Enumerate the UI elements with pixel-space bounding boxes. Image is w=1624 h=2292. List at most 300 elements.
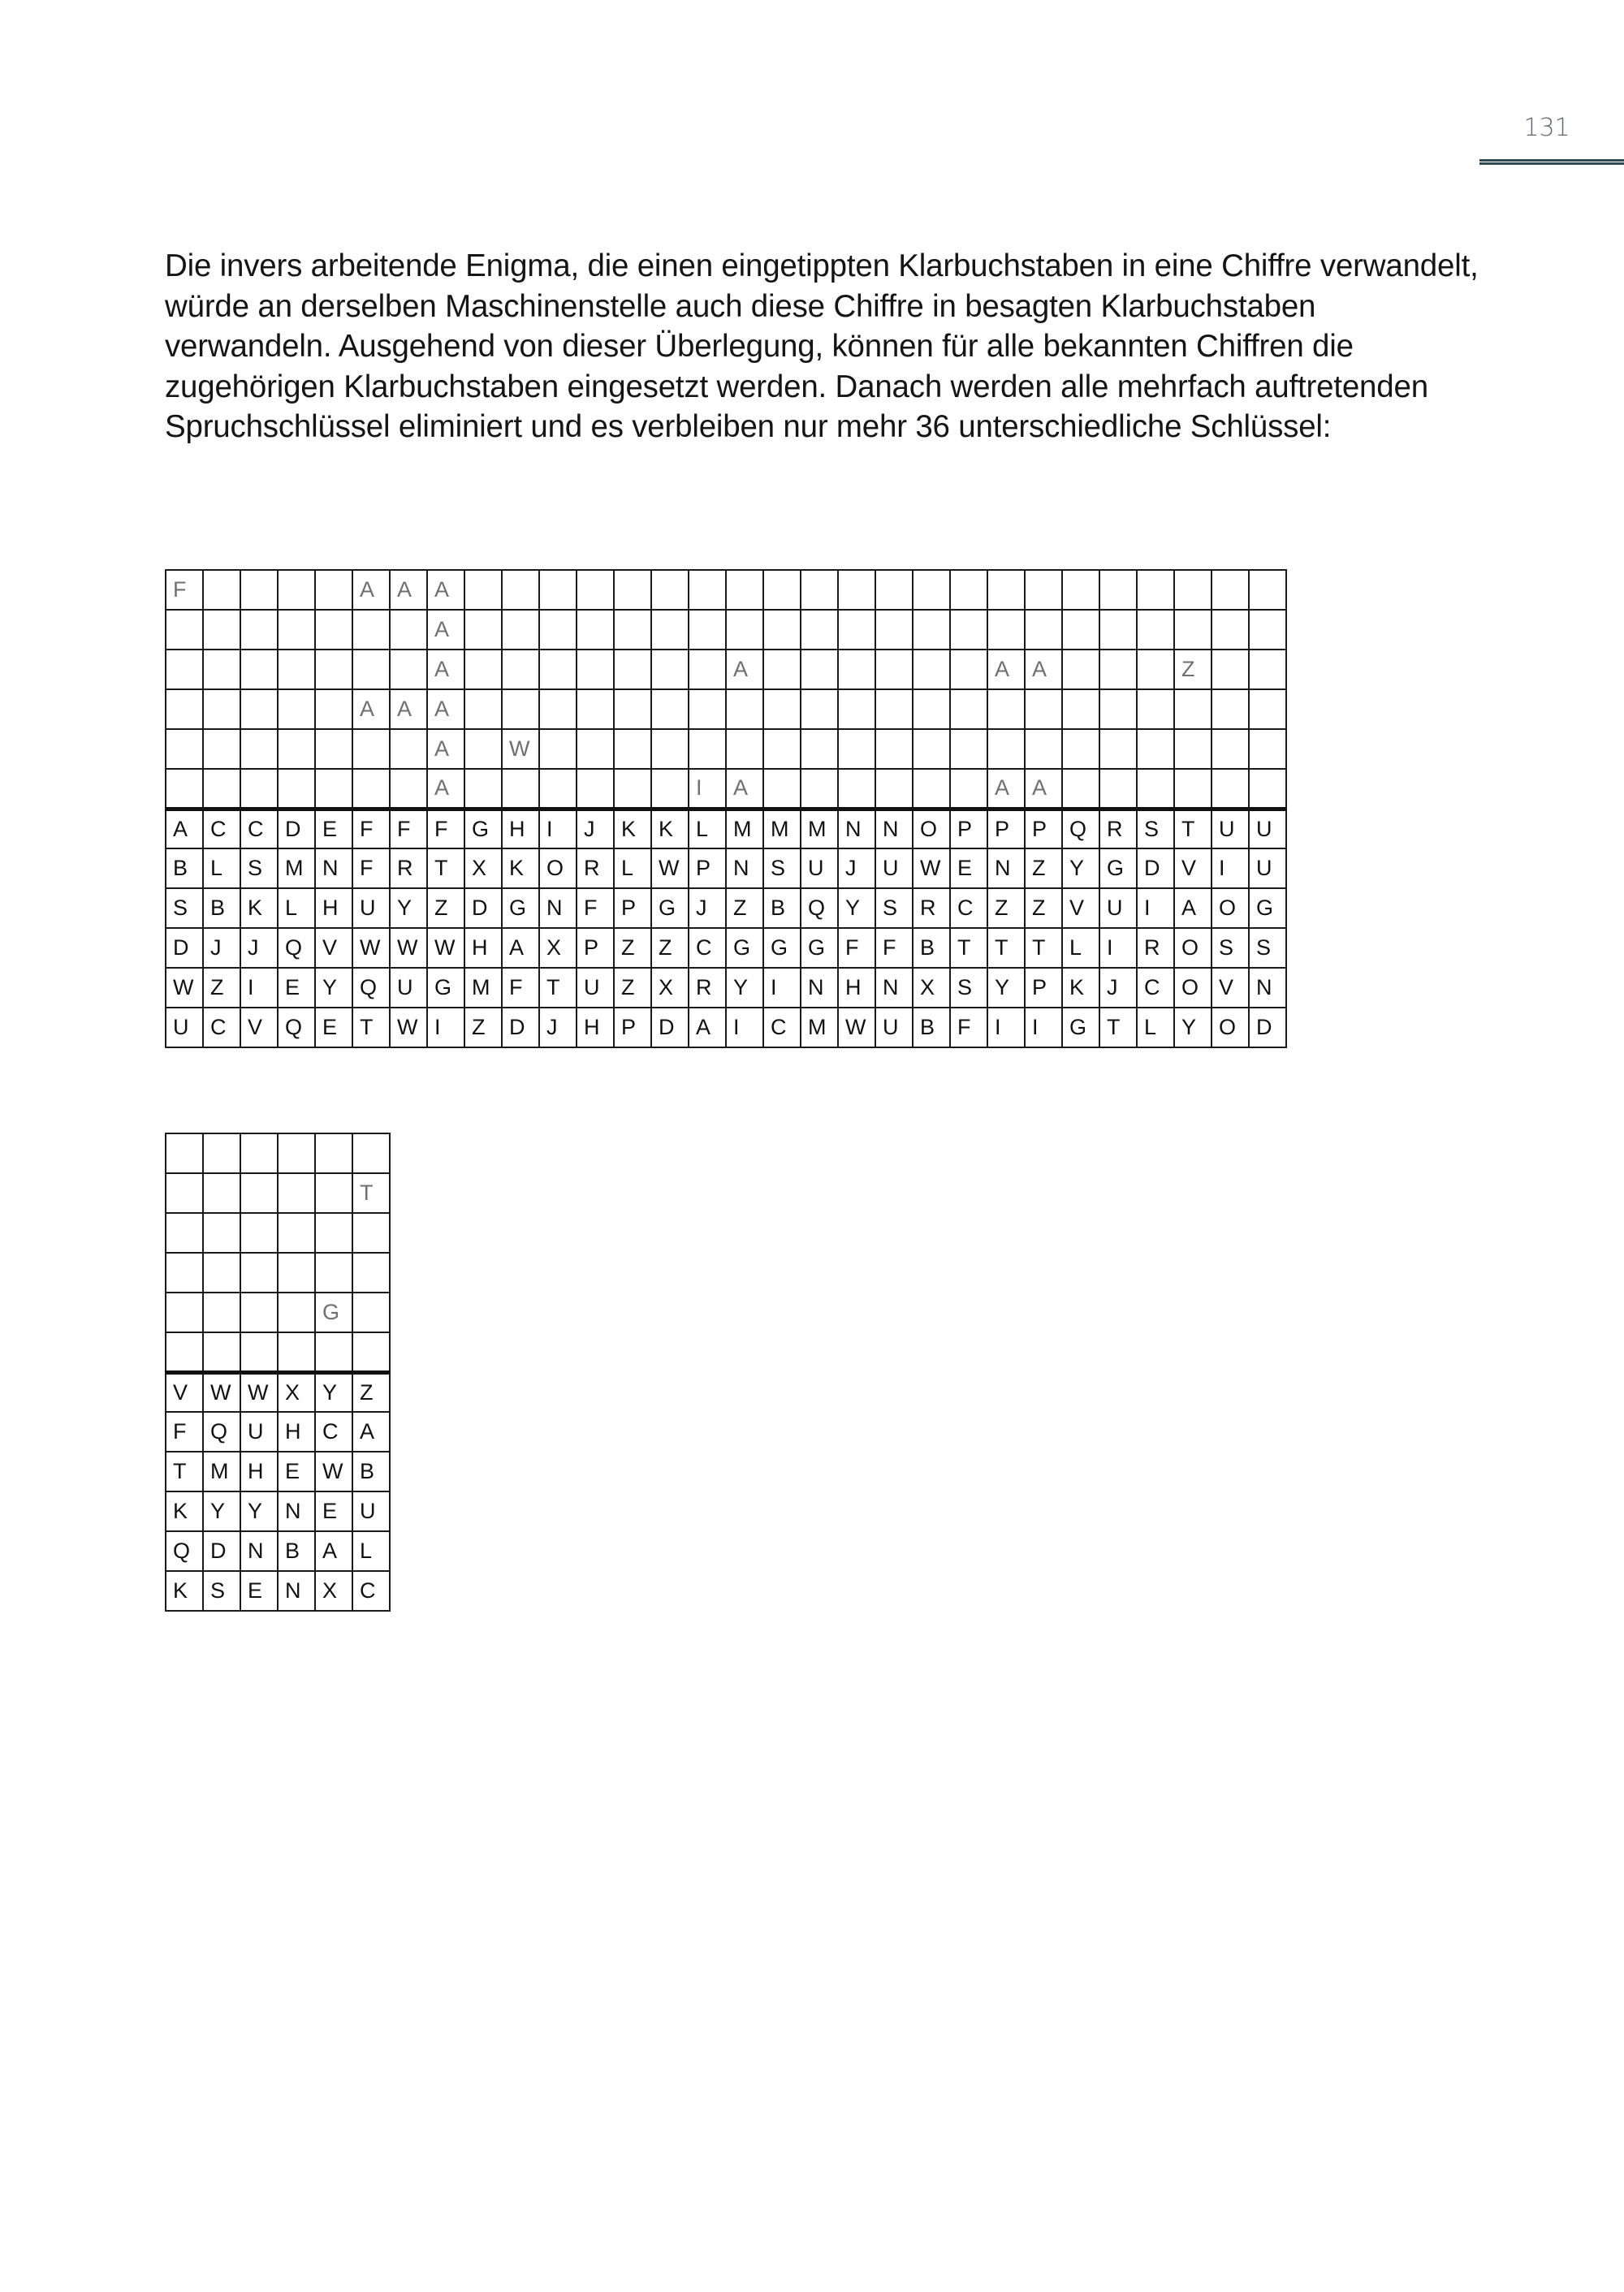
grid-cell: F bbox=[838, 928, 875, 968]
grid-cell bbox=[1212, 689, 1249, 729]
grid-cell bbox=[577, 729, 614, 769]
grid-cell bbox=[315, 1332, 352, 1372]
grid-cell bbox=[1174, 689, 1212, 729]
grid-cell: I bbox=[240, 968, 278, 1008]
key-row-cipher bbox=[166, 1452, 390, 1491]
grid-cell: A bbox=[352, 570, 390, 610]
grid-cell: H bbox=[464, 928, 502, 968]
grid-cell bbox=[390, 610, 427, 650]
grid-cell: X bbox=[913, 968, 950, 1008]
grid-cell bbox=[203, 769, 240, 809]
grid-cell: J bbox=[203, 928, 240, 968]
grid-cell bbox=[1062, 729, 1099, 769]
grid-cell: Z bbox=[464, 1008, 502, 1047]
grid-cell bbox=[166, 1133, 203, 1173]
grid-cell: K bbox=[1062, 968, 1099, 1008]
grid-cell: Q bbox=[203, 1412, 240, 1452]
grid-cell bbox=[240, 610, 278, 650]
grid-cell: T bbox=[1025, 928, 1062, 968]
grid-cell bbox=[987, 570, 1025, 610]
grid-cell: E bbox=[278, 1452, 315, 1491]
grid-cell: I bbox=[1099, 928, 1137, 968]
grid-cell: R bbox=[577, 848, 614, 888]
grid-cell: W bbox=[390, 1008, 427, 1047]
key-row-cipher bbox=[166, 848, 1286, 888]
grid-cell: I bbox=[1212, 848, 1249, 888]
grid-cell bbox=[1099, 689, 1137, 729]
grid-cell: Y bbox=[315, 968, 352, 1008]
grid-cell bbox=[166, 1332, 203, 1372]
grid-cell bbox=[315, 1133, 352, 1173]
grid-cell: L bbox=[203, 848, 240, 888]
grid-cell: A bbox=[166, 809, 203, 848]
grid-cell bbox=[464, 769, 502, 809]
key-row-cipher bbox=[166, 928, 1286, 968]
grid-cell bbox=[838, 689, 875, 729]
grid-cell bbox=[950, 650, 987, 689]
grid-cell: G bbox=[315, 1293, 352, 1332]
grid-cell bbox=[240, 1173, 278, 1213]
grid-cell: O bbox=[1212, 1008, 1249, 1047]
grid-cell: U bbox=[577, 968, 614, 1008]
grid-cell: A bbox=[987, 769, 1025, 809]
grid-cell: U bbox=[801, 848, 838, 888]
grid-cell: F bbox=[577, 888, 614, 928]
grid-cell: F bbox=[166, 570, 203, 610]
grid-cell bbox=[203, 1213, 240, 1253]
grid-cell bbox=[763, 689, 801, 729]
grid-cell: W bbox=[166, 968, 203, 1008]
grid-cell: B bbox=[166, 848, 203, 888]
grid-cell: A bbox=[726, 650, 763, 689]
grid-cell: U bbox=[1249, 809, 1286, 848]
key-row-recovered bbox=[166, 1213, 390, 1253]
grid-cell bbox=[352, 769, 390, 809]
grid-cell: W bbox=[913, 848, 950, 888]
grid-cell: Z bbox=[1025, 888, 1062, 928]
grid-cell: D bbox=[1249, 1008, 1286, 1047]
grid-cell bbox=[352, 610, 390, 650]
grid-cell: N bbox=[278, 1571, 315, 1611]
grid-cell: U bbox=[240, 1412, 278, 1452]
grid-cell: S bbox=[950, 968, 987, 1008]
grid-cell: J bbox=[539, 1008, 577, 1047]
key-row-cipher bbox=[166, 1491, 390, 1531]
grid-cell bbox=[315, 1213, 352, 1253]
grid-cell: Q bbox=[801, 888, 838, 928]
grid-cell bbox=[689, 689, 726, 729]
grid-cell: T bbox=[427, 848, 464, 888]
grid-cell: P bbox=[689, 848, 726, 888]
grid-cell bbox=[875, 650, 913, 689]
grid-cell bbox=[1212, 570, 1249, 610]
grid-cell bbox=[315, 650, 352, 689]
grid-cell bbox=[614, 689, 651, 729]
grid-cell: D bbox=[278, 809, 315, 848]
grid-cell bbox=[352, 650, 390, 689]
grid-cell bbox=[315, 610, 352, 650]
grid-cell bbox=[1099, 729, 1137, 769]
grid-cell bbox=[726, 729, 763, 769]
grid-cell: W bbox=[651, 848, 689, 888]
grid-cell: G bbox=[502, 888, 539, 928]
grid-cell: I bbox=[763, 968, 801, 1008]
grid-cell: D bbox=[464, 888, 502, 928]
grid-cell: E bbox=[950, 848, 987, 888]
grid-cell: O bbox=[1212, 888, 1249, 928]
grid-cell: A bbox=[390, 570, 427, 610]
grid-cell: C bbox=[203, 809, 240, 848]
grid-cell: U bbox=[1099, 888, 1137, 928]
grid-cell: G bbox=[763, 928, 801, 968]
grid-cell bbox=[651, 650, 689, 689]
grid-cell bbox=[950, 610, 987, 650]
grid-cell bbox=[1062, 610, 1099, 650]
grid-cell: A bbox=[427, 650, 464, 689]
grid-cell: G bbox=[1099, 848, 1137, 888]
grid-cell: E bbox=[278, 968, 315, 1008]
grid-cell: E bbox=[315, 1008, 352, 1047]
grid-cell bbox=[651, 610, 689, 650]
key-grid-2 bbox=[165, 1133, 391, 1612]
grid-cell bbox=[950, 769, 987, 809]
grid-cell: G bbox=[464, 809, 502, 848]
key-row-cipher bbox=[166, 1531, 390, 1571]
grid-cell bbox=[240, 650, 278, 689]
grid-cell bbox=[651, 729, 689, 769]
grid-cell bbox=[1137, 729, 1174, 769]
grid-cell: U bbox=[352, 1491, 390, 1531]
grid-cell bbox=[278, 570, 315, 610]
grid-cell bbox=[801, 689, 838, 729]
grid-cell bbox=[726, 689, 763, 729]
grid-cell bbox=[278, 689, 315, 729]
grid-cell: K bbox=[240, 888, 278, 928]
key-row-recovered bbox=[166, 570, 1286, 610]
grid-cell: A bbox=[315, 1531, 352, 1571]
grid-cell: F bbox=[390, 809, 427, 848]
grid-cell: S bbox=[1212, 928, 1249, 968]
grid-cell: Q bbox=[278, 928, 315, 968]
grid-cell: A bbox=[502, 928, 539, 968]
grid-cell: W bbox=[352, 928, 390, 968]
grid-cell: Z bbox=[1174, 650, 1212, 689]
grid-cell: U bbox=[1249, 848, 1286, 888]
grid-cell bbox=[1025, 570, 1062, 610]
grid-cell bbox=[838, 610, 875, 650]
key-row-cipher bbox=[166, 888, 1286, 928]
grid-cell: H bbox=[315, 888, 352, 928]
grid-cell: M bbox=[278, 848, 315, 888]
grid-cell bbox=[1137, 570, 1174, 610]
grid-cell: X bbox=[651, 968, 689, 1008]
grid-cell: U bbox=[875, 848, 913, 888]
grid-cell: S bbox=[1249, 928, 1286, 968]
grid-cell: W bbox=[427, 928, 464, 968]
grid-cell bbox=[352, 1293, 390, 1332]
grid-cell: S bbox=[166, 888, 203, 928]
grid-cell: P bbox=[577, 928, 614, 968]
grid-cell: N bbox=[278, 1491, 315, 1531]
grid-cell bbox=[1174, 610, 1212, 650]
grid-cell: W bbox=[315, 1452, 352, 1491]
grid-cell bbox=[1212, 650, 1249, 689]
grid-cell bbox=[464, 610, 502, 650]
grid-cell bbox=[1212, 729, 1249, 769]
grid-cell: G bbox=[801, 928, 838, 968]
grid-cell: E bbox=[315, 809, 352, 848]
grid-cell bbox=[539, 769, 577, 809]
grid-cell: D bbox=[203, 1531, 240, 1571]
grid-cell: C bbox=[240, 809, 278, 848]
grid-cell bbox=[240, 1332, 278, 1372]
grid-cell: X bbox=[315, 1571, 352, 1611]
grid-cell: H bbox=[838, 968, 875, 1008]
key-row-cipher bbox=[166, 1008, 1286, 1047]
grid-cell bbox=[203, 1332, 240, 1372]
grid-cell: E bbox=[240, 1571, 278, 1611]
grid-cell: T bbox=[1099, 1008, 1137, 1047]
grid-cell bbox=[203, 610, 240, 650]
grid-cell bbox=[913, 769, 950, 809]
grid-cell: Q bbox=[278, 1008, 315, 1047]
grid-cell bbox=[838, 570, 875, 610]
grid-cell bbox=[913, 689, 950, 729]
grid-cell bbox=[240, 1133, 278, 1173]
grid-cell: H bbox=[577, 1008, 614, 1047]
grid-cell: Z bbox=[352, 1372, 390, 1412]
grid-cell: R bbox=[1137, 928, 1174, 968]
grid-cell: I bbox=[1025, 1008, 1062, 1047]
grid-cell bbox=[240, 1293, 278, 1332]
grid-cell: A bbox=[427, 729, 464, 769]
key-row-cipher bbox=[166, 1412, 390, 1452]
grid-cell bbox=[1174, 769, 1212, 809]
key-row-cipher bbox=[166, 1571, 390, 1611]
grid-cell: P bbox=[950, 809, 987, 848]
grid-cell: P bbox=[987, 809, 1025, 848]
grid-cell: L bbox=[1137, 1008, 1174, 1047]
grid-cell: I bbox=[689, 769, 726, 809]
grid-cell: Z bbox=[614, 968, 651, 1008]
grid-cell: T bbox=[352, 1173, 390, 1213]
grid-cell: Y bbox=[203, 1491, 240, 1531]
grid-cell bbox=[539, 729, 577, 769]
grid-cell: I bbox=[539, 809, 577, 848]
grid-cell: F bbox=[502, 968, 539, 1008]
grid-cell: Z bbox=[1025, 848, 1062, 888]
grid-cell bbox=[502, 689, 539, 729]
grid-cell bbox=[166, 650, 203, 689]
key-row-recovered bbox=[166, 1253, 390, 1293]
page-number: 131 bbox=[1523, 114, 1570, 142]
grid-cell bbox=[987, 689, 1025, 729]
grid-cell: M bbox=[801, 1008, 838, 1047]
grid-cell bbox=[502, 650, 539, 689]
grid-cell: R bbox=[1099, 809, 1137, 848]
key-row-recovered bbox=[166, 650, 1286, 689]
grid-cell bbox=[502, 570, 539, 610]
grid-cell bbox=[875, 729, 913, 769]
grid-cell: S bbox=[240, 848, 278, 888]
grid-cell: C bbox=[352, 1571, 390, 1611]
grid-cell: O bbox=[1174, 928, 1212, 968]
grid-cell: W bbox=[390, 928, 427, 968]
grid-cell: G bbox=[1249, 888, 1286, 928]
grid-cell: L bbox=[352, 1531, 390, 1571]
grid-cell bbox=[950, 689, 987, 729]
grid-cell bbox=[651, 769, 689, 809]
grid-cell bbox=[763, 650, 801, 689]
grid-cell: C bbox=[763, 1008, 801, 1047]
grid-cell: A bbox=[427, 610, 464, 650]
grid-cell: R bbox=[689, 968, 726, 1008]
grid-cell bbox=[838, 729, 875, 769]
grid-cell bbox=[1137, 650, 1174, 689]
grid-cell bbox=[1249, 610, 1286, 650]
grid-cell: F bbox=[352, 848, 390, 888]
grid-cell bbox=[315, 729, 352, 769]
grid-cell bbox=[278, 610, 315, 650]
grid-cell bbox=[875, 689, 913, 729]
grid-cell bbox=[1099, 570, 1137, 610]
grid-cell bbox=[502, 769, 539, 809]
grid-cell: C bbox=[1137, 968, 1174, 1008]
grid-cell bbox=[577, 769, 614, 809]
grid-cell: D bbox=[166, 928, 203, 968]
grid-cell bbox=[240, 1253, 278, 1293]
grid-cell: L bbox=[1062, 928, 1099, 968]
grid-cell: T bbox=[166, 1452, 203, 1491]
grid-cell: A bbox=[1025, 769, 1062, 809]
grid-cell: N bbox=[1249, 968, 1286, 1008]
grid-cell: N bbox=[801, 968, 838, 1008]
key-row-cipher bbox=[166, 968, 1286, 1008]
grid-cell bbox=[1025, 689, 1062, 729]
grid-cell: W bbox=[838, 1008, 875, 1047]
grid-cell bbox=[240, 729, 278, 769]
grid-cell: N bbox=[539, 888, 577, 928]
grid-cell bbox=[278, 1213, 315, 1253]
grid-cell bbox=[1137, 610, 1174, 650]
grid-cell bbox=[203, 1293, 240, 1332]
grid-cell bbox=[352, 1213, 390, 1253]
grid-cell bbox=[166, 729, 203, 769]
grid-cell bbox=[987, 610, 1025, 650]
grid-cell: X bbox=[539, 928, 577, 968]
grid-cell: G bbox=[651, 888, 689, 928]
grid-cell bbox=[278, 769, 315, 809]
grid-cell: S bbox=[203, 1571, 240, 1611]
grid-cell bbox=[1062, 650, 1099, 689]
key-row-recovered bbox=[166, 610, 1286, 650]
grid-cell bbox=[577, 570, 614, 610]
grid-cell: J bbox=[240, 928, 278, 968]
grid-cell: Z bbox=[203, 968, 240, 1008]
grid-cell bbox=[1212, 610, 1249, 650]
grid-cell bbox=[203, 1133, 240, 1173]
grid-cell: N bbox=[838, 809, 875, 848]
grid-cell: Y bbox=[1062, 848, 1099, 888]
grid-cell bbox=[726, 570, 763, 610]
grid-cell bbox=[166, 1253, 203, 1293]
grid-cell bbox=[390, 729, 427, 769]
grid-cell: Y bbox=[390, 888, 427, 928]
key-row-cipher bbox=[166, 809, 1286, 848]
grid-cell: Y bbox=[838, 888, 875, 928]
grid-cell: Y bbox=[315, 1372, 352, 1412]
grid-cell: P bbox=[1025, 968, 1062, 1008]
grid-cell: Y bbox=[1174, 1008, 1212, 1047]
grid-cell bbox=[1249, 650, 1286, 689]
grid-cell bbox=[1249, 769, 1286, 809]
grid-cell bbox=[763, 610, 801, 650]
grid-cell: Q bbox=[1062, 809, 1099, 848]
key-row-recovered bbox=[166, 1332, 390, 1372]
grid-cell bbox=[539, 650, 577, 689]
grid-cell: J bbox=[838, 848, 875, 888]
grid-cell bbox=[1174, 570, 1212, 610]
grid-cell bbox=[577, 650, 614, 689]
grid-cell: V bbox=[1062, 888, 1099, 928]
grid-cell: E bbox=[315, 1491, 352, 1531]
grid-cell: K bbox=[166, 1491, 203, 1531]
grid-cell: N bbox=[875, 968, 913, 1008]
grid-cell bbox=[913, 729, 950, 769]
grid-cell: B bbox=[763, 888, 801, 928]
grid-cell bbox=[763, 769, 801, 809]
grid-cell bbox=[166, 689, 203, 729]
grid-cell bbox=[166, 1293, 203, 1332]
grid-cell: M bbox=[763, 809, 801, 848]
grid-cell bbox=[1249, 689, 1286, 729]
grid-cell bbox=[315, 689, 352, 729]
grid-cell bbox=[763, 570, 801, 610]
grid-cell bbox=[614, 650, 651, 689]
grid-cell: B bbox=[203, 888, 240, 928]
grid-cell bbox=[913, 650, 950, 689]
grid-cell: F bbox=[950, 1008, 987, 1047]
grid-cell: L bbox=[689, 809, 726, 848]
grid-cell bbox=[166, 610, 203, 650]
grid-cell: I bbox=[427, 1008, 464, 1047]
grid-cell: J bbox=[1099, 968, 1137, 1008]
grid-cell bbox=[875, 610, 913, 650]
grid-cell: S bbox=[875, 888, 913, 928]
grid-cell bbox=[278, 729, 315, 769]
key-row-recovered bbox=[166, 1173, 390, 1213]
grid-cell bbox=[913, 610, 950, 650]
grid-cell: A bbox=[1174, 888, 1212, 928]
grid-cell: L bbox=[614, 848, 651, 888]
grid-cell bbox=[1249, 570, 1286, 610]
grid-cell: V bbox=[1174, 848, 1212, 888]
grid-cell bbox=[539, 610, 577, 650]
grid-cell bbox=[464, 570, 502, 610]
grid-cell: H bbox=[502, 809, 539, 848]
grid-cell bbox=[240, 769, 278, 809]
grid-cell: P bbox=[1025, 809, 1062, 848]
grid-cell: A bbox=[427, 689, 464, 729]
grid-cell: W bbox=[502, 729, 539, 769]
grid-cell bbox=[801, 769, 838, 809]
grid-cell: C bbox=[689, 928, 726, 968]
grid-cell: N bbox=[240, 1531, 278, 1571]
grid-cell: X bbox=[278, 1372, 315, 1412]
grid-cell bbox=[1137, 689, 1174, 729]
grid-cell: U bbox=[1212, 809, 1249, 848]
grid-cell bbox=[838, 650, 875, 689]
